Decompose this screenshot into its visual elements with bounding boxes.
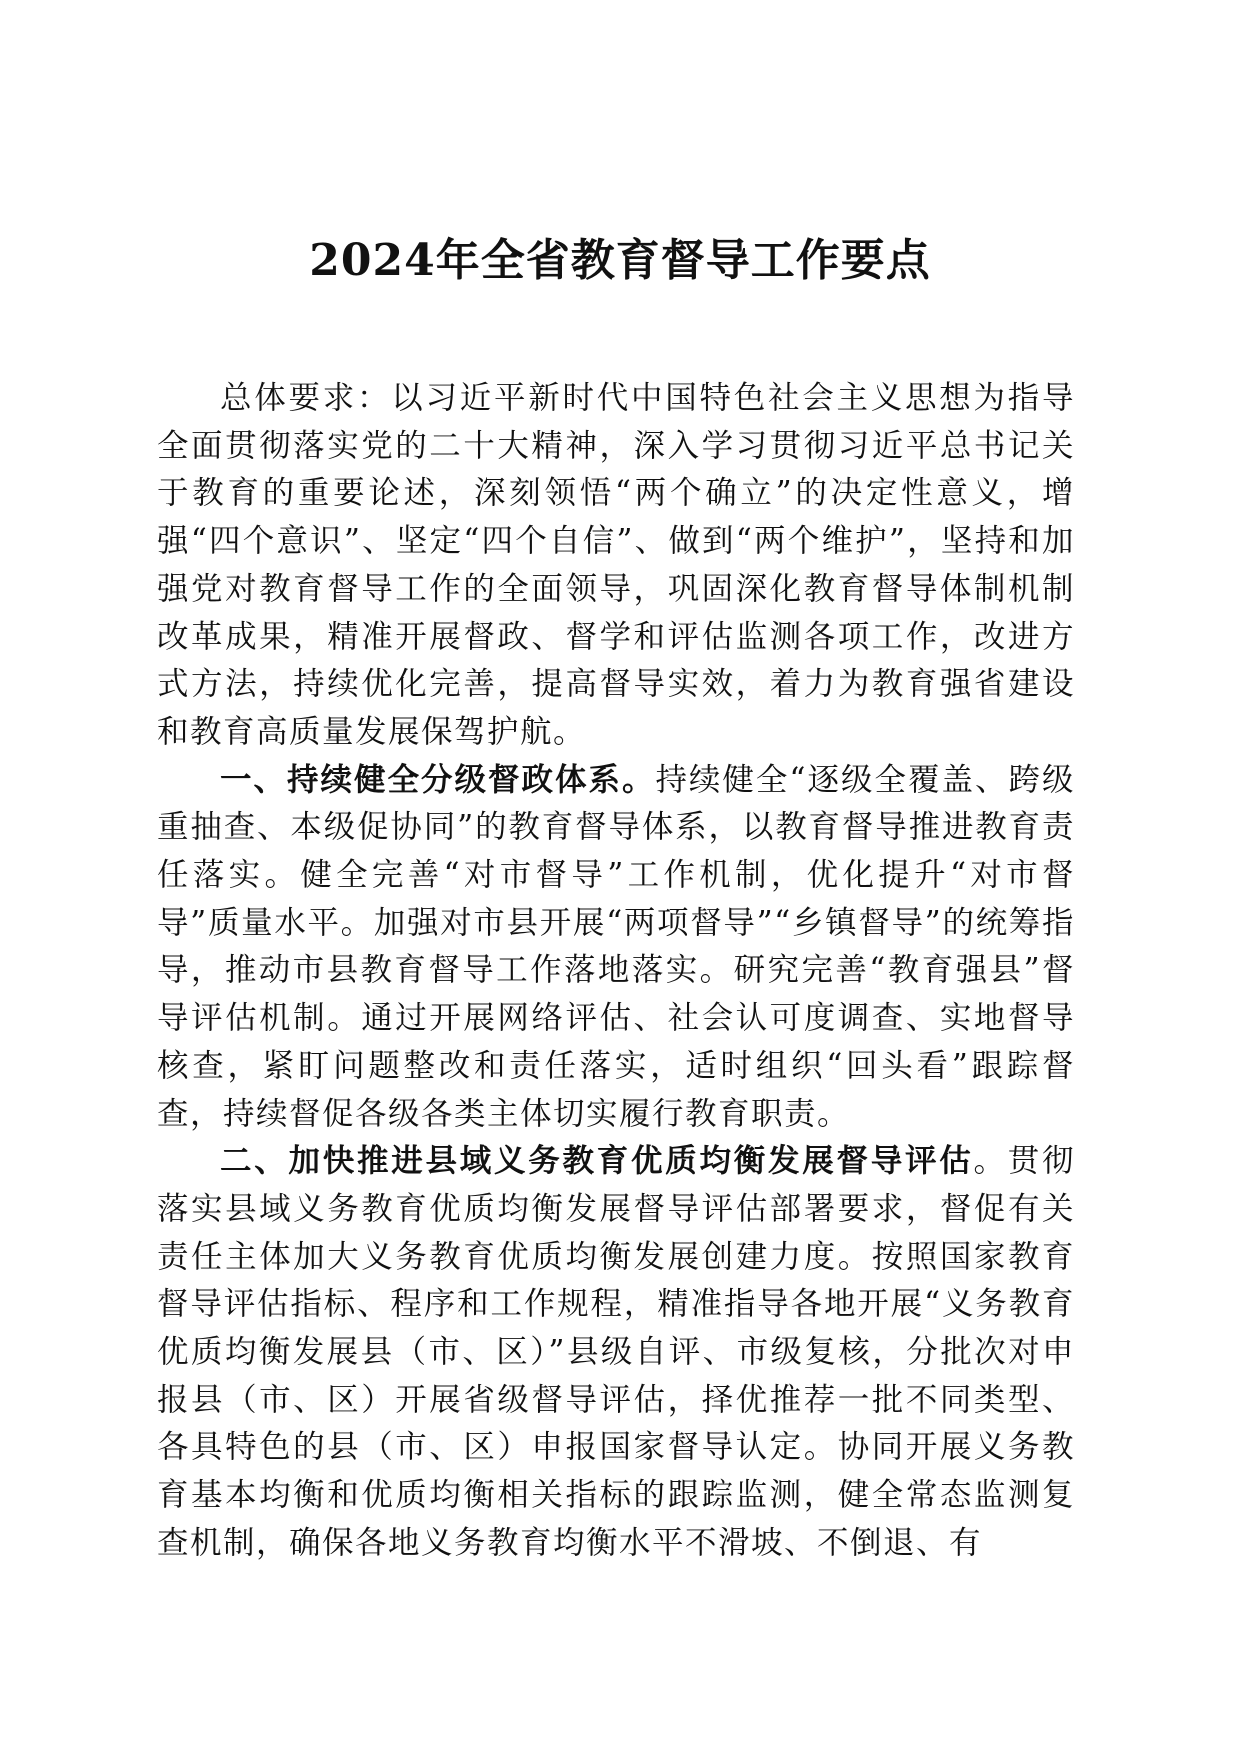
paragraph-section-1 [157,757,1075,1139]
paragraph-general-requirements [157,375,1075,757]
paragraph-text: 持续健全“逐级全覆盖、跨级重抽查、本级促协同”的教育督导体系，以教育督导推进教育责任落实。健全完善“对市督导”工作机制，优化提升“对市督导”质量水平。加强对市县开展“两项督导”“乡镇督导”的统筹指导，推动市县教育督导工作落地落实。研究完善“教育强县”督导评估机制。通过开展网络评估、社会认可度调查、实地督导核查，紧盯问题整改和责任落实，适时组织“回头看”跟踪督查，持续督促各级各类主体切实履行教育职责。 [157,761,1075,1132]
paragraph-text: 总体要求：以习近平新时代中国特色社会主义思想为指导全面贯彻落实党的二十大精神，深入学习贯彻习近平总书记关于教育的重要论述，深刻领悟“两个确立”的决定性意义，增强“四个意识”、坚定“四个自信”、做到“两个维护”，坚持和加强党对教育督导工作的全面领导，巩固深化教育督导体制机制改革成果，精准开展督政、督学和评估监测各项工作，改进方式方法，持续优化完善，提高督导实效，着力为教育强省建设和教育高质量发展保驾护航。 [157,380,1075,750]
paragraph-section-2 [157,1138,1075,1567]
section-heading: 二、加快推进县域义务教育优质均衡发展督导评估 [220,1143,974,1180]
document-title: 2024年全省教育督导工作要点 [309,235,931,286]
document-body [157,375,1075,1568]
section-heading: 一、持续健全分级督政体系。 [220,761,656,798]
paragraph-text: 。贯彻落实县域义务教育优质均衡发展督导评估部署要求，督促有关责任主体加大义务教育优质均衡发展创建力度。按照国家教育督导评估指标、程序和工作规程，精准指导各地开展“义务教育优质均衡发展县（市、区）”县级自评、市级复核，分批次对申报县（市、区）开展省级督导评估，择优推荐一批不同类型、各具特色的县（市、区）申报国家督导认定。协同开展义务教育基本均衡和优质均衡相关指标的跟踪监测，健全常态监测复查机制，确保各地义务教育均衡水平不滑坡、不倒退、有 [157,1143,1075,1561]
